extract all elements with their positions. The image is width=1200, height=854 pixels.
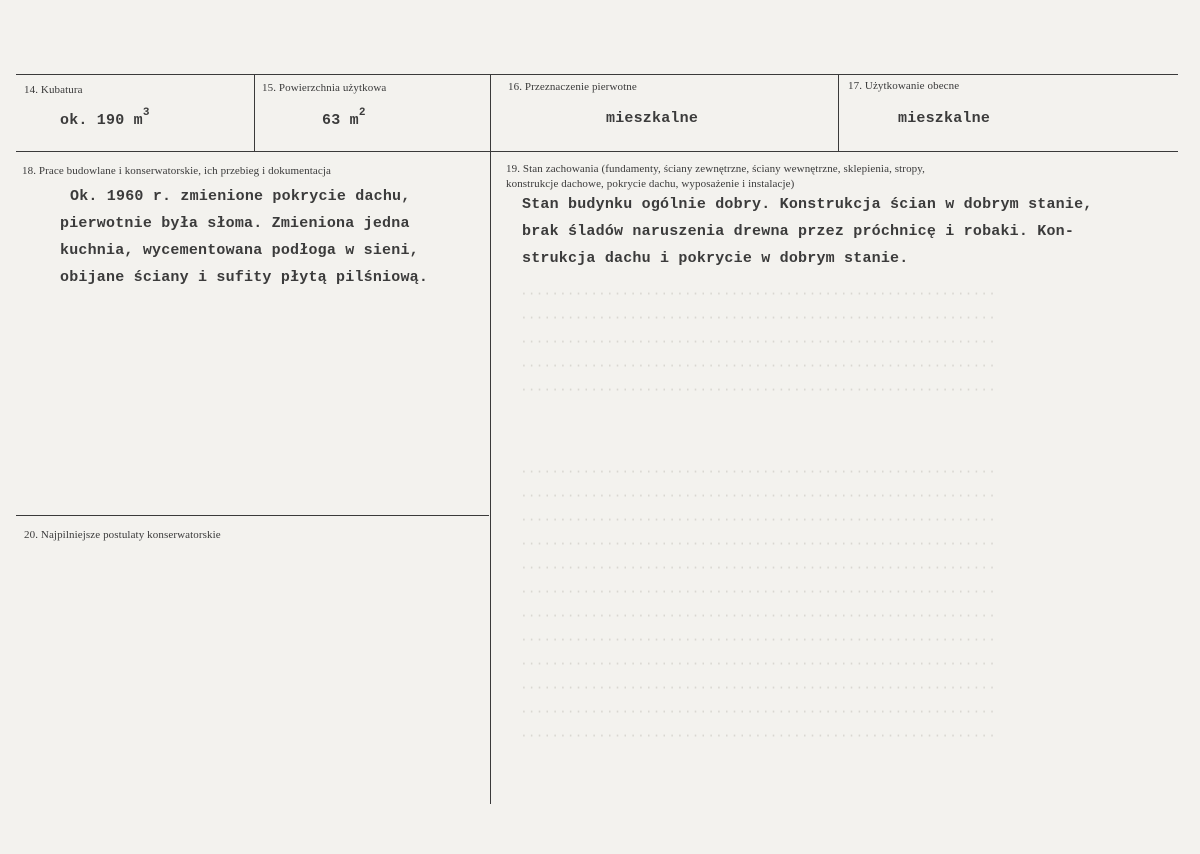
prace-label: 18. Prace budowlane i konserwatorskie, ich przebieg i dokumentacja: [22, 165, 331, 177]
powierzchnia-exponent: 2: [358, 107, 366, 119]
uzytkowanie-value: mieszkalne: [898, 110, 991, 127]
kubatura-value-text: ok. 190 m: [60, 112, 143, 129]
stan-label-line2: konstrukcje dachowe, pokrycie dachu, wyposażenie i instalacje): [506, 178, 795, 190]
prace-text: [60, 183, 428, 291]
prace-line: pierwotnie była słoma. Zmieniona jedna: [60, 215, 410, 232]
prace-line: Ok. 1960 r. zmienione pokrycie dachu,: [70, 188, 411, 205]
przeznaczenie-label: 16. Przeznaczenie pierwotne: [508, 81, 637, 93]
show-through-text-lower: ····························································· ····························································· ····························································· ····························································· ····························································· ····························································· ····························································· ····························································· ····························································· ····························································· ····························································· ·····························································: [520, 464, 996, 743]
prace-line: kuchnia, wycementowana podłoga w sieni,: [60, 242, 419, 259]
prace-line: obijane ściany i sufity płytą pilśniową.: [60, 269, 429, 286]
kubatura-exponent: 3: [142, 107, 150, 119]
kubatura-label: 14. Kubatura: [24, 84, 83, 96]
col-divider-3: [838, 74, 839, 151]
col-divider-2: [490, 74, 491, 804]
powierzchnia-value-text: 63 m: [322, 112, 359, 129]
stan-line: Stan budynku ogólnie dobry. Konstrukcja ścian w dobrym stanie,: [522, 196, 1093, 213]
top-border: [16, 74, 1178, 75]
kubatura-value: [60, 107, 150, 129]
col-divider-1: [254, 74, 255, 151]
stan-text: [522, 191, 1093, 272]
stan-label-line1: 19. Stan zachowania (fundamenty, ściany zewnętrzne, ściany wewnętrzne, sklepienia, stropy,: [506, 163, 926, 175]
powierzchnia-value: [322, 107, 366, 129]
postulaty-label: 20. Najpilniejsze postulaty konserwatorskie: [24, 529, 221, 541]
show-through-text: ····························································· ····························································· ····························································· ····························································· ·····························································: [520, 286, 996, 397]
row-divider-1: [16, 151, 1178, 152]
przeznaczenie-value: mieszkalne: [606, 110, 699, 127]
row-divider-2: [16, 515, 489, 516]
uzytkowanie-label: 17. Użytkowanie obecne: [848, 80, 960, 92]
stan-line: brak śladów naruszenia drewna przez próchnicę i robaki. Kon-: [522, 223, 1075, 240]
powierzchnia-label: 15. Powierzchnia użytkowa: [262, 82, 387, 94]
stan-line: strukcja dachu i pokrycie w dobrym stanie.: [522, 250, 909, 267]
